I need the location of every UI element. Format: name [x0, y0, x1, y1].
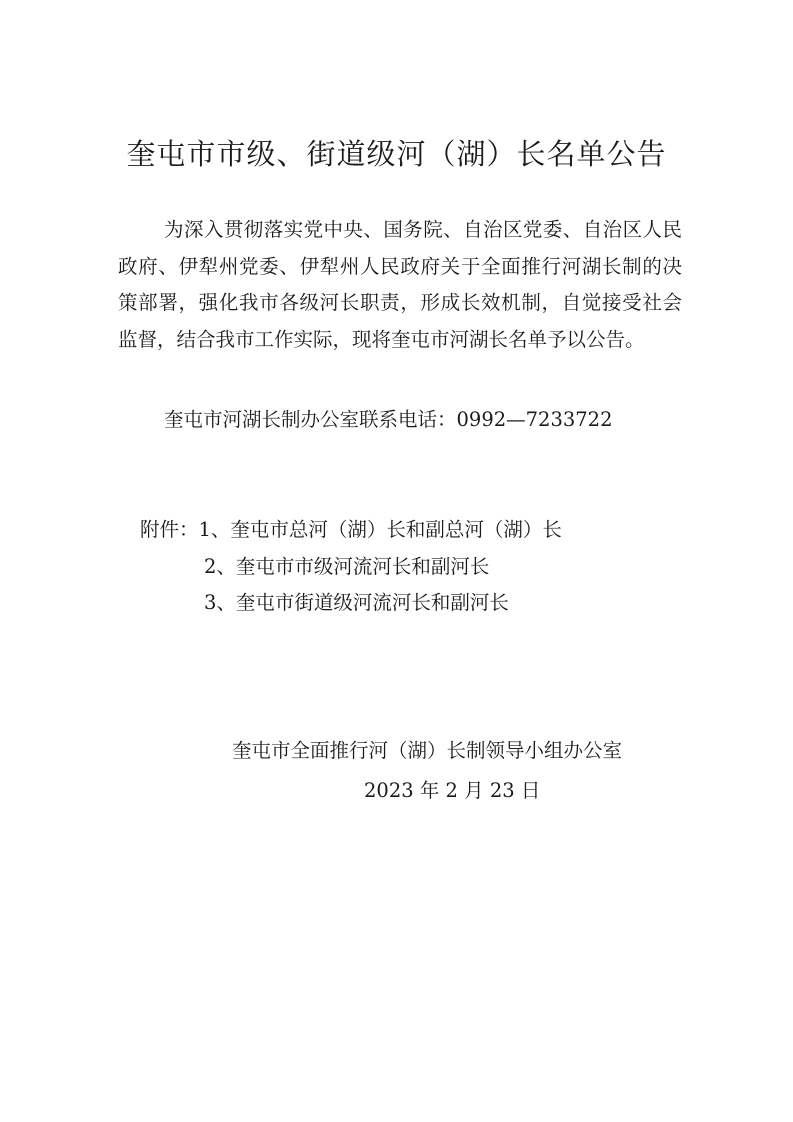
body-paragraph: 为深入贯彻落实党中央、国务院、自治区党委、自治区人民政府、伊犁州党委、伊犁州人民政府关于全面推行河湖长制的决策部署，强化我市各级河长职责，形成长效机制，自觉接受社会监督，结合我市工作实际，现将奎屯市河湖长名单予以公告。 — [118, 218, 682, 351]
signature-organization: 奎屯市全面推行河（湖）长制领导小组办公室 — [232, 739, 623, 762]
contact-phone-line: 奎屯市河湖长制办公室联系电话：0992—7233722 — [164, 408, 613, 431]
attachment-item-3: 3、奎屯市街道级河流河长和副河长 — [204, 591, 509, 614]
attachment-item-1: 附件：1、奎屯市总河（湖）长和副总河（湖）长 — [140, 518, 562, 541]
document-title: 奎屯市市级、街道级河（湖）长名单公告 — [126, 137, 667, 171]
signature-date: 2023 年 2 月 23 日 — [364, 779, 541, 802]
attachment-item-2: 2、奎屯市市级河流河长和副河长 — [204, 555, 490, 578]
